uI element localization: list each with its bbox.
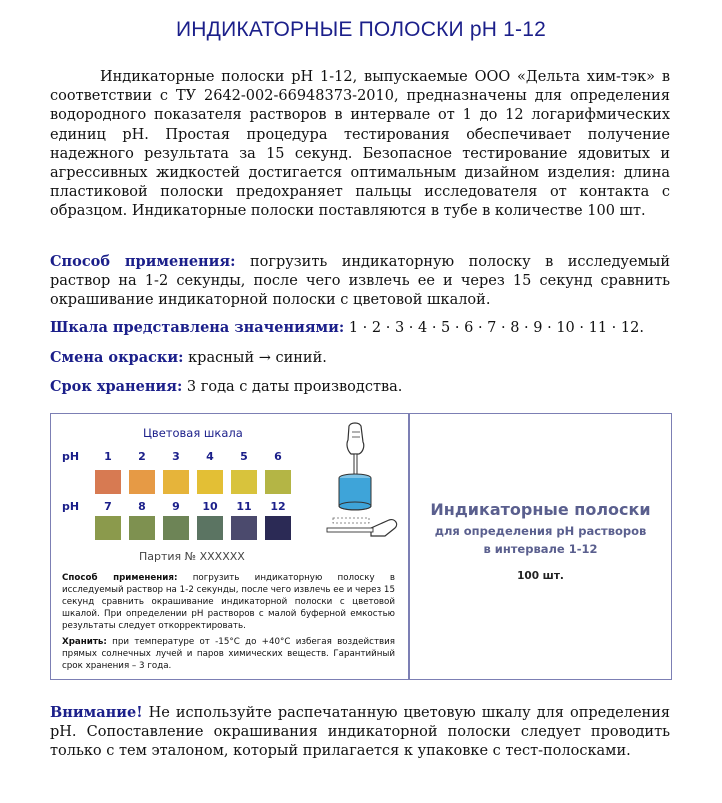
- color-swatch: [265, 470, 291, 494]
- ph-label-row2: pH: [62, 500, 80, 513]
- scale-paragraph: [50, 318, 670, 338]
- ph-number: 2: [138, 450, 146, 463]
- ph-number: 3: [172, 450, 180, 463]
- strip-compare: [327, 528, 373, 532]
- color-swatch: [197, 470, 223, 494]
- page-title: ИНДИКАТОРНЫЕ ПОЛОСКИ pH 1-12: [176, 18, 546, 41]
- ph-number: 7: [104, 500, 112, 513]
- ph-number: 10: [202, 500, 218, 513]
- package-subtitle: для определения pH растворов: [434, 524, 647, 538]
- card-storage-label: Хранить:: [62, 637, 107, 647]
- ph-number: 4: [206, 450, 214, 463]
- color-change-paragraph: [50, 348, 670, 368]
- scale-label: Шкала представлена значениями:: [50, 319, 345, 336]
- color-change-label: Смена окраски:: [50, 349, 184, 366]
- test-procedure-illustration: [321, 420, 403, 548]
- method-label: Способ применения:: [50, 253, 236, 270]
- beaker-icon: [339, 478, 371, 510]
- method-paragraph: [50, 252, 670, 311]
- scale-text: 1 · 2 · 3 · 4 · 5 · 6 · 7 · 8 · 9 · 10 · 11 · 12.: [344, 320, 644, 336]
- ph-number: 9: [172, 500, 180, 513]
- shelf-life-paragraph: [50, 377, 670, 397]
- card-method-text: [62, 572, 395, 632]
- shelf-life-text: 3 года с даты производства.: [182, 379, 403, 395]
- color-swatch: [129, 470, 155, 494]
- batch-number: Партия № XXXXXX: [139, 550, 245, 563]
- color-scale-card: [50, 413, 409, 680]
- card-storage-body: при температуре от -15°С до +40°С избегая воздействия прямых солнечных лучей и паров химических веществ. Гарантийный срок хранения – 3 года.: [62, 637, 395, 672]
- ph-label-row1: pH: [62, 450, 80, 463]
- ph-number: 1: [104, 450, 112, 463]
- ph-number: 6: [274, 450, 282, 463]
- color-swatch: [163, 516, 189, 540]
- ph-number: 8: [138, 500, 146, 513]
- intro-paragraph: Индикаторные полоски pH 1-12, выпускаемые ООО «Дельта хим-тэк» в соответствии с ТУ 2642-002-66948373-2010, предназначены для определения водородного показателя растворов в интервале от 1 до 12 логарифмических единиц pH. Простая процедура тестирования обеспечивает получение надежного результата за 15 секунд. Безопасное тестирование ядовитых и агрессивных жидкостей достигается оптимальным дизайном изделия: длина пластиковой полоски предохраняет пальцы исследователя от контакта с образцом. Индикаторные полоски поставляются в тубе в количестве 100 шт.: [50, 69, 670, 220]
- color-swatch: [95, 516, 121, 540]
- color-swatch: [95, 470, 121, 494]
- color-scale-title: Цветовая шкала: [143, 426, 243, 440]
- card-method-body: погрузить индикаторную полоску в исследуемый раствор на 1-2 секунды, после чего извлечь ее и через 15 секунд сравнить окрашивание индикаторной полоски с цветовой шкалой. При определении pH растворов с малой буферной емкостью результаты следует откорректировать.: [62, 573, 395, 632]
- color-swatch: [265, 516, 291, 540]
- color-swatch: [129, 516, 155, 540]
- card-method-label: Способ применения:: [62, 573, 178, 583]
- warning-paragraph: [50, 703, 670, 762]
- color-chart-sketch: [333, 518, 369, 523]
- package-count: 100 шт.: [517, 570, 564, 582]
- package-label-card: [409, 413, 672, 680]
- ph-number: 11: [236, 500, 252, 513]
- shelf-life-label: Срок хранения:: [50, 378, 183, 395]
- color-change-text: красный → синий.: [183, 350, 327, 366]
- method-text: погрузить индикаторную полоску в исследуемый раствор на 1-2 секунды, после чего извлечь ее и через 15 секунд сравнить окрашивание индикаторной полоски с цветовой шкалой.: [50, 254, 670, 309]
- warning-text: Не используйте распечатанную цветовую шкалу для определения pH. Сопоставление окрашивания индикаторной полоски следует проводить только с тем эталоном, который прилагается к упаковке с тест-полосками.: [50, 705, 670, 760]
- warning-label: Внимание!: [50, 704, 143, 721]
- color-swatch: [231, 516, 257, 540]
- ph-number: 12: [270, 500, 286, 513]
- hand-icon-2: [371, 520, 397, 536]
- ph-number: 5: [240, 450, 248, 463]
- card-storage-text: [62, 636, 395, 672]
- color-swatch: [231, 470, 257, 494]
- color-swatch: [163, 470, 189, 494]
- package-range: в интервале 1-12: [483, 542, 598, 556]
- hand-icon: [347, 423, 364, 454]
- color-swatch: [197, 516, 223, 540]
- package-title: Индикаторные полоски: [430, 500, 651, 519]
